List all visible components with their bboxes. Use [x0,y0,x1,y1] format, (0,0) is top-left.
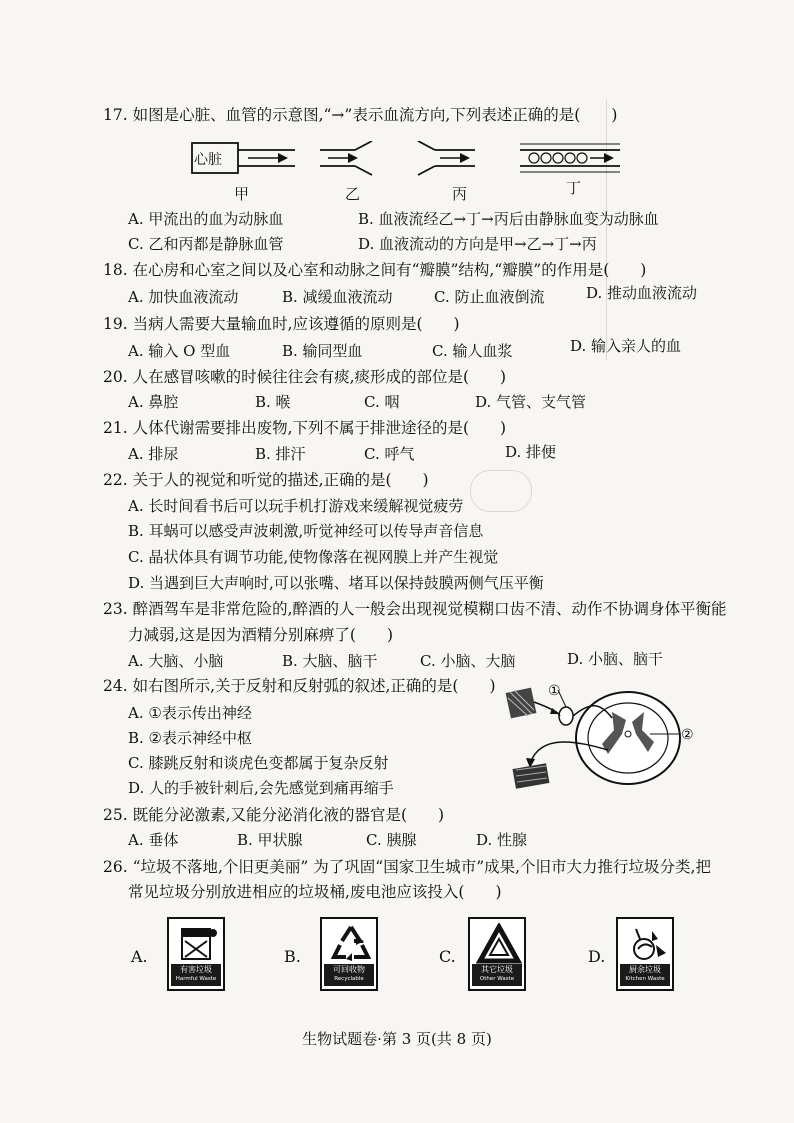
q17-option-a: A. 甲流出的血为动脉血 [128,210,284,228]
q17-fig-label-bing: 丙 [452,185,468,203]
q19-option-a: A. 输入 O 型血 [128,342,231,360]
q21-option-c: C. 呼气 [364,445,415,463]
q20-option-b: B. 喉 [255,393,291,411]
q21-option-d: D. 排便 [505,443,557,461]
q17-fig-label-ding: 丁 [566,179,582,197]
other-waste-bin-sign [468,917,526,991]
kitchen-waste-bin-sign [616,917,674,991]
question-23-stem-line-1: 23. 醉酒驾车是非常危险的,醉酒的人一般会出现视觉模糊口齿不清、动作不协调身体平衡能 [103,600,727,618]
question-26-stem-line-2: 常见垃圾分别放进相应的垃圾桶,废电池应该投入( ) [128,883,502,901]
question-25-stem: 25. 既能分泌激素,又能分泌消化液的器官是( ) [103,806,445,824]
kitchen-waste-label-cn: 厨余垃圾 [629,965,661,974]
q19-option-b: B. 输同型血 [282,342,363,360]
harmful-waste-label-cn: 有害垃圾 [180,965,212,974]
q26-option-b-letter: B. [284,947,301,966]
recyclable-bin-sign [320,917,378,991]
other-waste-label-en: Other Waste [479,976,515,982]
q24-option-c: C. 膝跳反射和谈虎色变都属于复杂反射 [128,754,389,772]
q22-option-c: C. 晶状体具有调节功能,使物像落在视网膜上并产生视觉 [128,548,499,566]
q23-option-a: A. 大脑、小脑 [128,652,224,670]
q21-option-b: B. 排汗 [255,445,306,463]
harmful-waste-icon [173,923,223,965]
bleed-through-text [470,470,532,512]
q17-option-b: B. 血液流经乙→丁→丙后由静脉血变为动脉血 [358,210,659,228]
q18-option-c: C. 防止血液倒流 [434,288,545,306]
q17-fig-label-yi: 乙 [345,185,361,203]
question-20-stem: 20. 人在感冒咳嗽的时候往往会有痰,痰形成的部位是( ) [103,368,507,386]
other-waste-icon [474,923,524,965]
bleed-through-text [606,100,777,360]
other-waste-label-cn: 其它垃圾 [481,965,513,974]
q24-marker-1: ① [548,683,561,699]
q17-fig-label-jia: 甲 [234,185,250,203]
q25-option-a: A. 垂体 [128,831,179,849]
q26-option-d-letter: D. [588,947,606,966]
question-22-stem: 22. 关于人的视觉和听觉的描述,正确的是( ) [103,471,429,489]
q20-option-d: D. 气管、支气管 [475,393,587,411]
q18-option-a: A. 加快血液流动 [128,288,239,306]
q21-option-a: A. 排尿 [128,445,179,463]
q24-marker-2: ② [681,727,694,743]
q17-heart-label: 心脏 [194,152,222,168]
page-footer: 生物试题卷·第 3 页(共 8 页) [302,1030,492,1048]
q20-option-a: A. 鼻腔 [128,393,179,411]
q25-option-b: B. 甲状腺 [237,831,303,849]
recycle-icon [326,923,376,965]
q26-option-a-letter: A. [131,947,148,966]
recyclable-label-cn: 可回收物 [333,965,365,974]
q26-option-c-letter: C. [439,947,456,966]
question-17-stem: 17. 如图是心脏、血管的示意图,“→”表示血流方向,下列表述正确的是( ) [103,106,618,124]
reflex-arc-diagram [500,672,700,802]
q17-option-d: D. 血液流动的方向是甲→乙→丁→丙 [358,235,597,253]
harmful-waste-bin-sign [167,917,225,991]
q19-option-c: C. 输人血浆 [432,342,513,360]
question-21-stem: 21. 人体代谢需要排出废物,下列不属于排泄途径的是( ) [103,419,507,437]
q24-option-a: A. ①表示传出神经 [128,704,252,722]
recyclable-label-en: Recyclable [334,976,364,982]
q22-option-d: D. 当遇到巨大声响时,可以张嘴、堵耳以保持鼓膜两侧气压平衡 [128,574,544,592]
q23-option-b: B. 大脑、脑干 [282,652,378,670]
q22-option-b: B. 耳蜗可以感受声波刺激,听觉神经可以传导声音信息 [128,522,484,540]
question-24-stem: 24. 如右图所示,关于反射和反射弧的叙述,正确的是( ) [103,677,496,695]
q17-vessel-diagram [190,141,630,205]
harmful-waste-label-en: Harmful Waste [175,976,217,982]
q20-option-c: C. 咽 [364,393,400,411]
q24-option-d: D. 人的手被针刺后,会先感觉到痛再缩手 [128,779,394,797]
q17-option-c: C. 乙和丙都是静脉血管 [128,235,284,253]
q22-option-a: A. 长时间看书后可以玩手机打游戏来缓解视觉疲劳 [128,497,464,515]
q18-option-b: B. 减缓血液流动 [282,288,393,306]
q24-option-b: B. ②表示神经中枢 [128,729,253,747]
q23-option-d: D. 小脑、脑干 [567,650,664,668]
q19-option-d: D. 输入亲人的血 [570,337,682,355]
q25-option-c: C. 胰腺 [366,831,417,849]
question-26-stem-line-1: 26. “垃圾不落地,个旧更美丽” 为了巩固“国家卫生城市”成果,个旧市大力推行垃圾分类,把 [103,858,711,876]
q25-option-d: D. 性腺 [476,831,528,849]
q23-option-c: C. 小脑、大脑 [420,652,516,670]
question-23-stem-line-2: 力减弱,这是因为酒精分别麻痹了( ) [128,626,394,644]
kitchen-waste-icon [622,923,672,965]
kitchen-waste-label-en: Kitchen Waste [625,976,665,982]
q18-option-d: D. 推动血液流动 [586,284,698,302]
question-18-stem: 18. 在心房和心室之间以及心室和动脉之间有“瓣膜”结构,“瓣膜”的作用是( ) [103,261,647,279]
question-19-stem: 19. 当病人需要大量输血时,应该遵循的原则是( ) [103,315,460,333]
